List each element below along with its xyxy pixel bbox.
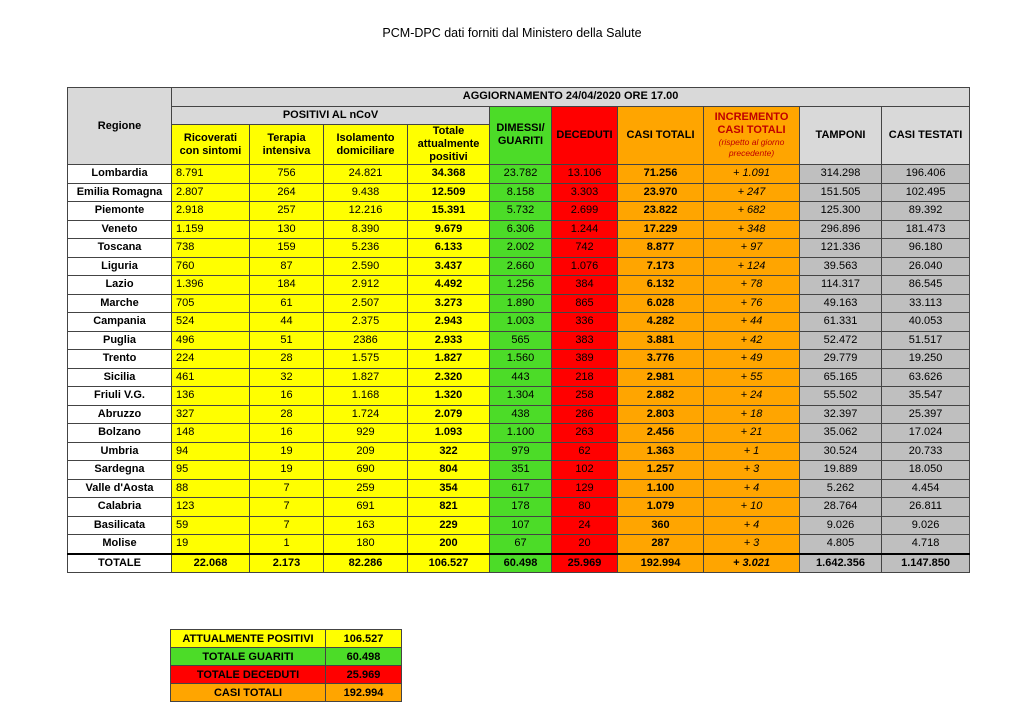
table-body: [68, 165, 970, 573]
cell-regione: Sardegna: [68, 461, 172, 480]
cell-deceduti: 13.106: [552, 165, 618, 184]
cell-isolamento: 12.216: [324, 202, 408, 221]
cell-casi-totali: 4.282: [618, 313, 704, 332]
table-row: [68, 220, 970, 239]
cell-ricoverati: 705: [172, 294, 250, 313]
cell-regione: Calabria: [68, 498, 172, 517]
header-positivi-group: POSITIVI AL nCoV: [172, 106, 490, 125]
cell-tamponi: 5.262: [800, 479, 882, 498]
cell-tamponi: 9.026: [800, 516, 882, 535]
cell-deceduti: 383: [552, 331, 618, 350]
cell-regione: Lombardia: [68, 165, 172, 184]
cell-deceduti: 2.699: [552, 202, 618, 221]
table-row: [68, 257, 970, 276]
cell-deceduti: 62: [552, 442, 618, 461]
cell-isolamento: 180: [324, 535, 408, 554]
cell-isolamento: 2.912: [324, 276, 408, 295]
cell-incremento: + 42: [704, 331, 800, 350]
header-totale-positivi: Totale attualmente positivi: [408, 125, 490, 165]
cell-incremento: + 247: [704, 183, 800, 202]
cell-ricoverati: 136: [172, 387, 250, 406]
cell-terapia: 159: [250, 239, 324, 258]
cell-casi-totali: 2.456: [618, 424, 704, 443]
table-row: [68, 498, 970, 517]
cell-isolamento: 163: [324, 516, 408, 535]
cell-ricoverati: 148: [172, 424, 250, 443]
header-isolamento: Isolamento domiciliare: [324, 125, 408, 165]
cell-casi-totali: 3.776: [618, 350, 704, 369]
cell-dimessi: 1.256: [490, 276, 552, 295]
header-dimessi: DIMESSI/ GUARITI: [490, 106, 552, 165]
total-row: [68, 554, 970, 573]
total-deceduti: 25.969: [552, 554, 618, 573]
cell-isolamento: 24.821: [324, 165, 408, 184]
cell-totale-positivi: 2.079: [408, 405, 490, 424]
cell-casi-testati: 33.113: [882, 294, 970, 313]
table-row: [68, 165, 970, 184]
cell-terapia: 19: [250, 442, 324, 461]
cell-dimessi: 1.304: [490, 387, 552, 406]
cell-tamponi: 39.563: [800, 257, 882, 276]
total-casi-totali: 192.994: [618, 554, 704, 573]
cell-ricoverati: 327: [172, 405, 250, 424]
cell-tamponi: 4.805: [800, 535, 882, 554]
summary-label: TOTALE GUARITI: [171, 648, 326, 666]
table-row: [68, 331, 970, 350]
cell-isolamento: 9.438: [324, 183, 408, 202]
summary-value: 192.994: [326, 684, 402, 702]
cell-regione: Veneto: [68, 220, 172, 239]
cell-incremento: + 44: [704, 313, 800, 332]
cell-casi-totali: 17.229: [618, 220, 704, 239]
cell-terapia: 264: [250, 183, 324, 202]
cell-ricoverati: 123: [172, 498, 250, 517]
total-tamponi: 1.642.356: [800, 554, 882, 573]
cell-terapia: 28: [250, 405, 324, 424]
cell-dimessi: 178: [490, 498, 552, 517]
header-deceduti: DECEDUTI: [552, 106, 618, 165]
cell-ricoverati: 1.396: [172, 276, 250, 295]
cell-incremento: + 124: [704, 257, 800, 276]
cell-casi-totali: 71.256: [618, 165, 704, 184]
cell-regione: Molise: [68, 535, 172, 554]
cell-tamponi: 125.300: [800, 202, 882, 221]
cell-isolamento: 1.827: [324, 368, 408, 387]
cell-totale-positivi: 2.943: [408, 313, 490, 332]
cell-terapia: 7: [250, 516, 324, 535]
cell-regione: Friuli V.G.: [68, 387, 172, 406]
cell-casi-testati: 96.180: [882, 239, 970, 258]
cell-totale-positivi: 2.933: [408, 331, 490, 350]
cell-totale-positivi: 322: [408, 442, 490, 461]
cell-terapia: 16: [250, 424, 324, 443]
cell-casi-testati: 26.811: [882, 498, 970, 517]
header-regione: Regione: [68, 88, 172, 165]
cell-casi-testati: 63.626: [882, 368, 970, 387]
cell-casi-testati: 17.024: [882, 424, 970, 443]
cell-casi-testati: 26.040: [882, 257, 970, 276]
cell-terapia: 16: [250, 387, 324, 406]
table-row: [68, 535, 970, 554]
cell-terapia: 257: [250, 202, 324, 221]
cell-dimessi: 107: [490, 516, 552, 535]
cell-incremento: + 348: [704, 220, 800, 239]
cell-regione: Toscana: [68, 239, 172, 258]
cell-incremento: + 49: [704, 350, 800, 369]
cell-isolamento: 8.390: [324, 220, 408, 239]
cell-tamponi: 151.505: [800, 183, 882, 202]
cell-ricoverati: 94: [172, 442, 250, 461]
cell-casi-testati: 181.473: [882, 220, 970, 239]
header-terapia: Terapia intensiva: [250, 125, 324, 165]
cell-terapia: 184: [250, 276, 324, 295]
cell-isolamento: 690: [324, 461, 408, 480]
cell-regione: Bolzano: [68, 424, 172, 443]
cell-dimessi: 1.100: [490, 424, 552, 443]
cell-dimessi: 617: [490, 479, 552, 498]
table-row: [68, 350, 970, 369]
summary-label: ATTUALMENTE POSITIVI: [171, 630, 326, 648]
cell-totale-positivi: 15.391: [408, 202, 490, 221]
cell-isolamento: 1.724: [324, 405, 408, 424]
cell-incremento: + 3: [704, 535, 800, 554]
cell-totale-positivi: 200: [408, 535, 490, 554]
cell-regione: Abruzzo: [68, 405, 172, 424]
cell-casi-testati: 19.250: [882, 350, 970, 369]
table-row: [68, 183, 970, 202]
cell-ricoverati: 1.159: [172, 220, 250, 239]
cell-deceduti: 80: [552, 498, 618, 517]
header-casi-totali: CASI TOTALI: [618, 106, 704, 165]
cell-ricoverati: 496: [172, 331, 250, 350]
cell-terapia: 44: [250, 313, 324, 332]
cell-incremento: + 4: [704, 516, 800, 535]
cell-regione: Campania: [68, 313, 172, 332]
cell-isolamento: 2.507: [324, 294, 408, 313]
cell-terapia: 19: [250, 461, 324, 480]
cell-casi-testati: 18.050: [882, 461, 970, 480]
cell-totale-positivi: 821: [408, 498, 490, 517]
summary-row: [171, 630, 402, 648]
cell-casi-totali: 360: [618, 516, 704, 535]
cell-casi-totali: 6.028: [618, 294, 704, 313]
table-row: [68, 368, 970, 387]
summary-label: TOTALE DECEDUTI: [171, 666, 326, 684]
cell-tamponi: 114.317: [800, 276, 882, 295]
cell-casi-testati: 20.733: [882, 442, 970, 461]
cell-dimessi: 979: [490, 442, 552, 461]
cell-isolamento: 1.575: [324, 350, 408, 369]
cell-terapia: 1: [250, 535, 324, 554]
cell-deceduti: 102: [552, 461, 618, 480]
regional-data-table: [67, 87, 970, 573]
cell-dimessi: 1.003: [490, 313, 552, 332]
cell-terapia: 756: [250, 165, 324, 184]
table-row: [68, 294, 970, 313]
cell-ricoverati: 2.807: [172, 183, 250, 202]
cell-deceduti: 258: [552, 387, 618, 406]
cell-casi-totali: 6.132: [618, 276, 704, 295]
table-row: [68, 461, 970, 480]
cell-ricoverati: 760: [172, 257, 250, 276]
cell-terapia: 51: [250, 331, 324, 350]
cell-incremento: + 1: [704, 442, 800, 461]
cell-ricoverati: 461: [172, 368, 250, 387]
cell-terapia: 7: [250, 498, 324, 517]
cell-regione: Basilicata: [68, 516, 172, 535]
cell-totale-positivi: 804: [408, 461, 490, 480]
cell-dimessi: 351: [490, 461, 552, 480]
cell-isolamento: 259: [324, 479, 408, 498]
cell-totale-positivi: 3.437: [408, 257, 490, 276]
cell-incremento: + 21: [704, 424, 800, 443]
table-row: [68, 202, 970, 221]
cell-regione: Lazio: [68, 276, 172, 295]
cell-incremento: + 24: [704, 387, 800, 406]
cell-casi-totali: 287: [618, 535, 704, 554]
cell-dimessi: 2.660: [490, 257, 552, 276]
cell-totale-positivi: 4.492: [408, 276, 490, 295]
cell-casi-testati: 25.397: [882, 405, 970, 424]
cell-casi-totali: 1.079: [618, 498, 704, 517]
cell-isolamento: 929: [324, 424, 408, 443]
cell-terapia: 28: [250, 350, 324, 369]
cell-casi-totali: 1.363: [618, 442, 704, 461]
cell-isolamento: 2386: [324, 331, 408, 350]
total-terapia: 2.173: [250, 554, 324, 573]
cell-dimessi: 8.158: [490, 183, 552, 202]
cell-casi-totali: 1.100: [618, 479, 704, 498]
cell-isolamento: 2.375: [324, 313, 408, 332]
cell-totale-positivi: 1.827: [408, 350, 490, 369]
table-row: [68, 479, 970, 498]
header-casi-testati: CASI TESTATI: [882, 106, 970, 165]
cell-tamponi: 28.764: [800, 498, 882, 517]
header-incremento: [704, 106, 800, 165]
cell-regione: Liguria: [68, 257, 172, 276]
cell-tamponi: 52.472: [800, 331, 882, 350]
cell-casi-testati: 51.517: [882, 331, 970, 350]
cell-casi-totali: 7.173: [618, 257, 704, 276]
cell-totale-positivi: 9.679: [408, 220, 490, 239]
cell-deceduti: 865: [552, 294, 618, 313]
cell-incremento: + 97: [704, 239, 800, 258]
page-title: PCM-DPC dati forniti dal Ministero della Salute: [382, 26, 642, 40]
table-row: [68, 442, 970, 461]
cell-tamponi: 29.779: [800, 350, 882, 369]
cell-casi-testati: 40.053: [882, 313, 970, 332]
cell-regione: Trento: [68, 350, 172, 369]
cell-tamponi: 49.163: [800, 294, 882, 313]
cell-deceduti: 336: [552, 313, 618, 332]
cell-deceduti: 3.303: [552, 183, 618, 202]
cell-casi-totali: 8.877: [618, 239, 704, 258]
cell-dimessi: 1.560: [490, 350, 552, 369]
cell-totale-positivi: 1.320: [408, 387, 490, 406]
cell-casi-totali: 3.881: [618, 331, 704, 350]
cell-incremento: + 78: [704, 276, 800, 295]
header-ricoverati: Ricoverati con sintomi: [172, 125, 250, 165]
summary-value: 106.527: [326, 630, 402, 648]
cell-casi-totali: 1.257: [618, 461, 704, 480]
cell-casi-testati: 86.545: [882, 276, 970, 295]
cell-ricoverati: 59: [172, 516, 250, 535]
cell-tamponi: 55.502: [800, 387, 882, 406]
cell-terapia: 130: [250, 220, 324, 239]
cell-casi-testati: 102.495: [882, 183, 970, 202]
table-row: [68, 424, 970, 443]
cell-totale-positivi: 1.093: [408, 424, 490, 443]
cell-totale-positivi: 2.320: [408, 368, 490, 387]
cell-deceduti: 129: [552, 479, 618, 498]
summary-row: [171, 648, 402, 666]
cell-tamponi: 296.896: [800, 220, 882, 239]
total-ricoverati: 22.068: [172, 554, 250, 573]
cell-dimessi: 438: [490, 405, 552, 424]
cell-deceduti: 1.244: [552, 220, 618, 239]
cell-totale-positivi: 12.509: [408, 183, 490, 202]
cell-casi-totali: 23.822: [618, 202, 704, 221]
summary-label: CASI TOTALI: [171, 684, 326, 702]
cell-dimessi: 23.782: [490, 165, 552, 184]
cell-incremento: + 10: [704, 498, 800, 517]
cell-dimessi: 565: [490, 331, 552, 350]
cell-deceduti: 20: [552, 535, 618, 554]
cell-regione: Sicilia: [68, 368, 172, 387]
cell-tamponi: 32.397: [800, 405, 882, 424]
cell-incremento: + 55: [704, 368, 800, 387]
cell-deceduti: 389: [552, 350, 618, 369]
cell-deceduti: 24: [552, 516, 618, 535]
summary-value: 60.498: [326, 648, 402, 666]
cell-dimessi: 2.002: [490, 239, 552, 258]
cell-tamponi: 35.062: [800, 424, 882, 443]
cell-ricoverati: 95: [172, 461, 250, 480]
total-regione: TOTALE: [68, 554, 172, 573]
cell-totale-positivi: 229: [408, 516, 490, 535]
cell-incremento: + 682: [704, 202, 800, 221]
cell-terapia: 32: [250, 368, 324, 387]
cell-regione: Emilia Romagna: [68, 183, 172, 202]
cell-isolamento: 209: [324, 442, 408, 461]
cell-incremento: + 4: [704, 479, 800, 498]
cell-tamponi: 65.165: [800, 368, 882, 387]
cell-isolamento: 1.168: [324, 387, 408, 406]
cell-dimessi: 6.306: [490, 220, 552, 239]
table-row: [68, 239, 970, 258]
cell-terapia: 87: [250, 257, 324, 276]
cell-deceduti: 286: [552, 405, 618, 424]
total-totale-positivi: 106.527: [408, 554, 490, 573]
cell-ricoverati: 524: [172, 313, 250, 332]
header-aggiornamento: AGGIORNAMENTO 24/04/2020 ORE 17.00: [172, 88, 970, 107]
header-incremento-title: INCREMENTO CASI TOTALI: [714, 111, 789, 137]
cell-isolamento: 691: [324, 498, 408, 517]
cell-deceduti: 742: [552, 239, 618, 258]
total-incremento: + 3.021: [704, 554, 800, 573]
summary-value: 25.969: [326, 666, 402, 684]
table-row: [68, 405, 970, 424]
cell-regione: Piemonte: [68, 202, 172, 221]
cell-casi-testati: 35.547: [882, 387, 970, 406]
header-tamponi: TAMPONI: [800, 106, 882, 165]
cell-regione: Puglia: [68, 331, 172, 350]
cell-ricoverati: 8.791: [172, 165, 250, 184]
cell-incremento: + 18: [704, 405, 800, 424]
cell-incremento: + 76: [704, 294, 800, 313]
cell-regione: Marche: [68, 294, 172, 313]
cell-incremento: + 1.091: [704, 165, 800, 184]
cell-casi-testati: 4.718: [882, 535, 970, 554]
summary-row: [171, 666, 402, 684]
cell-isolamento: 2.590: [324, 257, 408, 276]
cell-casi-totali: 23.970: [618, 183, 704, 202]
cell-regione: Valle d'Aosta: [68, 479, 172, 498]
cell-casi-totali: 2.803: [618, 405, 704, 424]
cell-totale-positivi: 354: [408, 479, 490, 498]
header-incremento-note: (rispetto al giorno precedente): [718, 137, 785, 159]
cell-casi-testati: 89.392: [882, 202, 970, 221]
cell-deceduti: 384: [552, 276, 618, 295]
table-row: [68, 516, 970, 535]
cell-ricoverati: 19: [172, 535, 250, 554]
cell-terapia: 61: [250, 294, 324, 313]
cell-ricoverati: 738: [172, 239, 250, 258]
cell-casi-testati: 4.454: [882, 479, 970, 498]
table-row: [68, 276, 970, 295]
cell-dimessi: 1.890: [490, 294, 552, 313]
cell-deceduti: 218: [552, 368, 618, 387]
cell-totale-positivi: 34.368: [408, 165, 490, 184]
cell-regione: Umbria: [68, 442, 172, 461]
summary-table: [170, 629, 402, 702]
cell-totale-positivi: 3.273: [408, 294, 490, 313]
cell-tamponi: 314.298: [800, 165, 882, 184]
cell-ricoverati: 2.918: [172, 202, 250, 221]
cell-casi-testati: 196.406: [882, 165, 970, 184]
cell-tamponi: 19.889: [800, 461, 882, 480]
cell-ricoverati: 224: [172, 350, 250, 369]
cell-dimessi: 67: [490, 535, 552, 554]
cell-dimessi: 5.732: [490, 202, 552, 221]
total-isolamento: 82.286: [324, 554, 408, 573]
cell-casi-testati: 9.026: [882, 516, 970, 535]
cell-dimessi: 443: [490, 368, 552, 387]
summary-row: [171, 684, 402, 702]
table-row: [68, 313, 970, 332]
cell-casi-totali: 2.882: [618, 387, 704, 406]
cell-ricoverati: 88: [172, 479, 250, 498]
cell-casi-totali: 2.981: [618, 368, 704, 387]
cell-deceduti: 263: [552, 424, 618, 443]
cell-tamponi: 61.331: [800, 313, 882, 332]
cell-totale-positivi: 6.133: [408, 239, 490, 258]
cell-tamponi: 30.524: [800, 442, 882, 461]
total-casi-testati: 1.147.850: [882, 554, 970, 573]
cell-tamponi: 121.336: [800, 239, 882, 258]
cell-deceduti: 1.076: [552, 257, 618, 276]
cell-incremento: + 3: [704, 461, 800, 480]
total-dimessi: 60.498: [490, 554, 552, 573]
cell-terapia: 7: [250, 479, 324, 498]
cell-isolamento: 5.236: [324, 239, 408, 258]
table-row: [68, 387, 970, 406]
